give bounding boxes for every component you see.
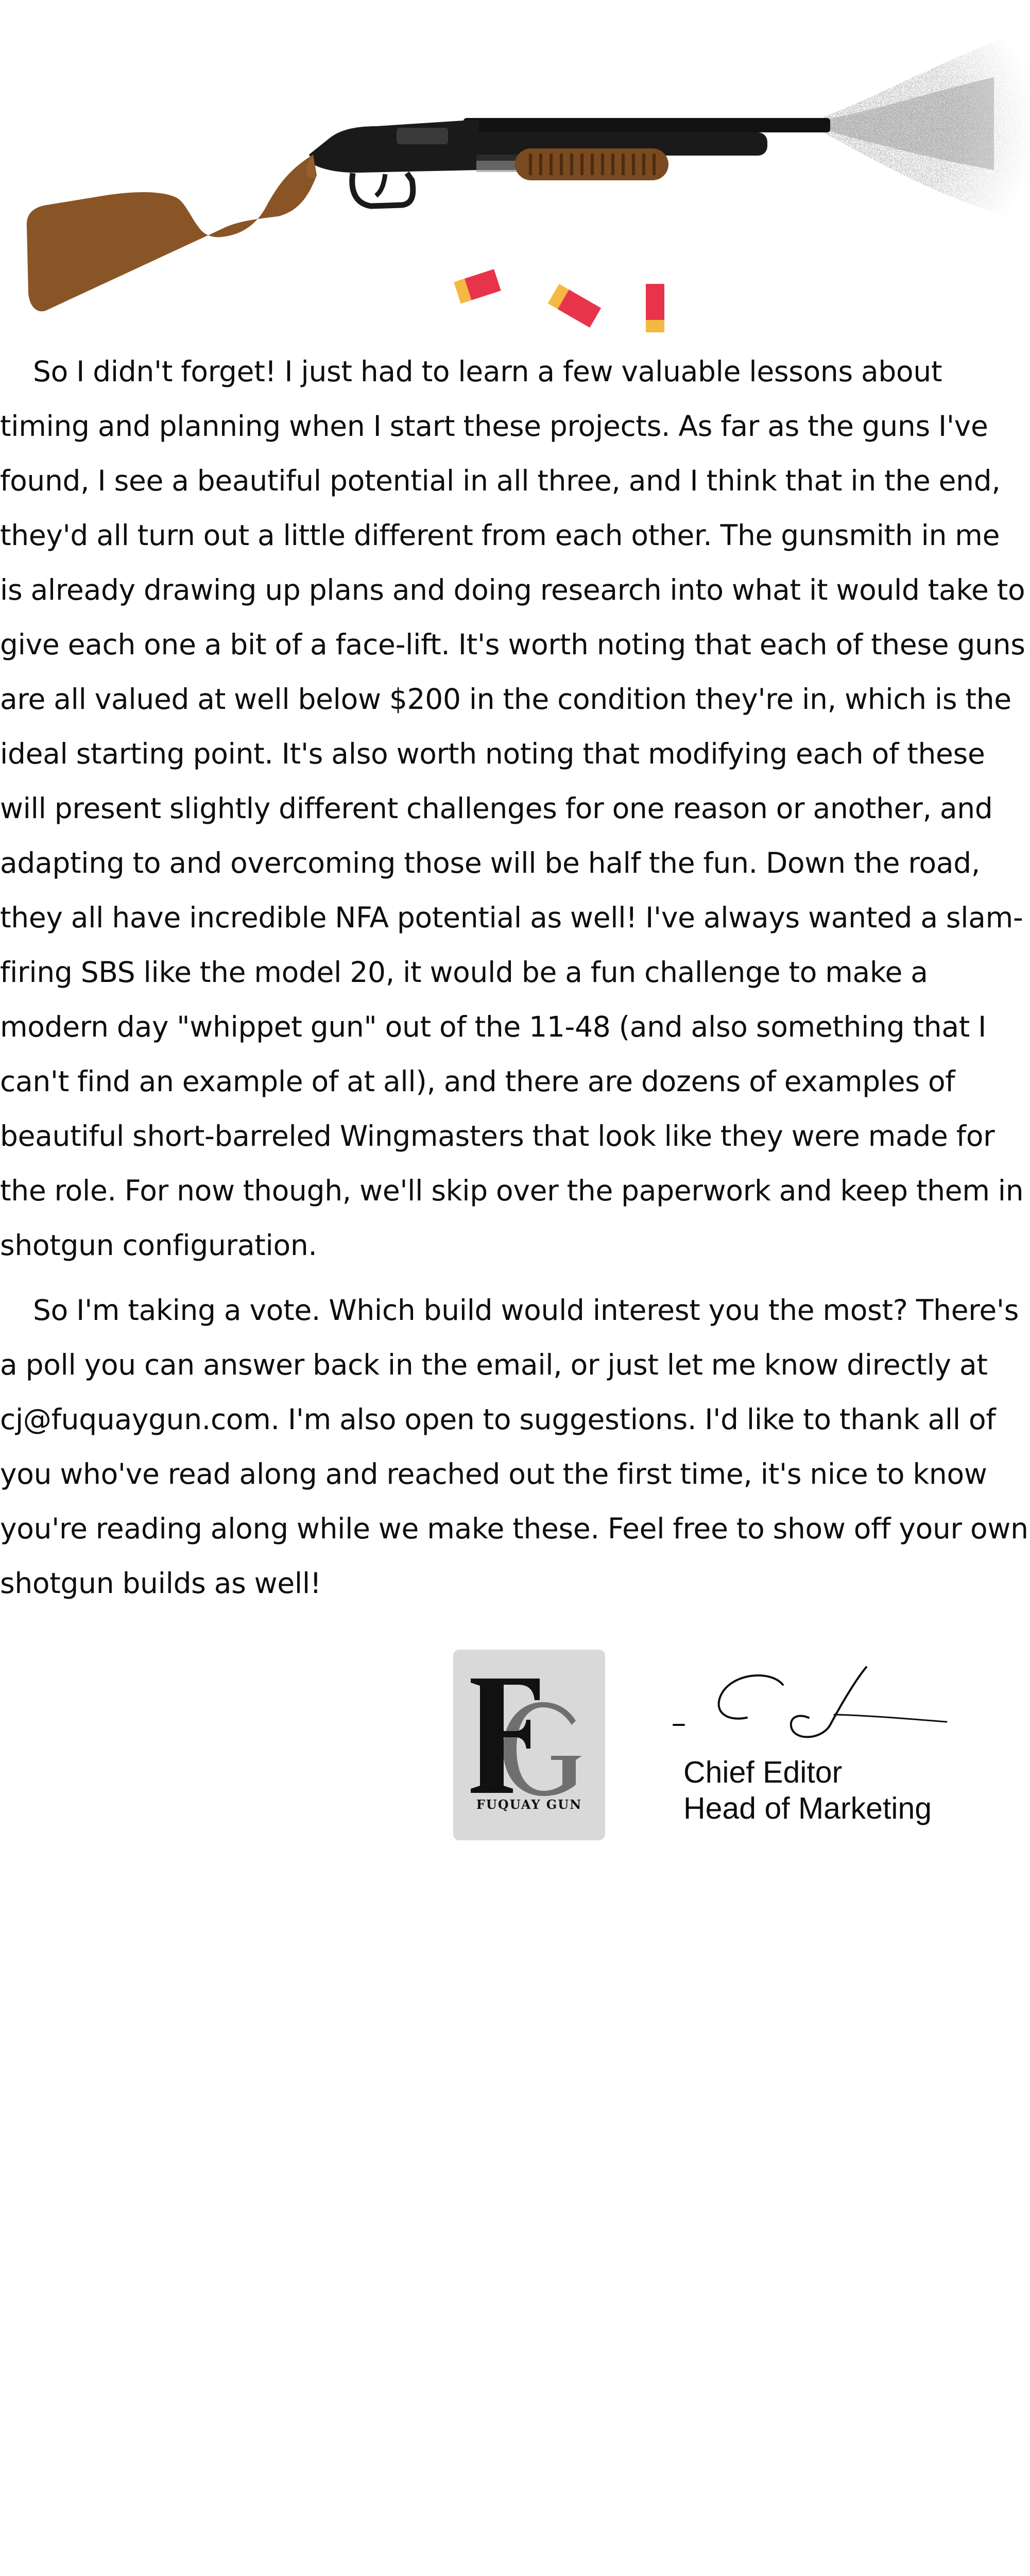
signature-title-chief-editor: Chief Editor bbox=[683, 1755, 843, 1789]
shotgun-barrel bbox=[464, 118, 830, 132]
fg-monogram bbox=[453, 1650, 605, 1804]
shotgun-shell-icon bbox=[646, 284, 664, 332]
muzzle-spray bbox=[824, 28, 1030, 222]
shotgun-shell-icon bbox=[548, 284, 601, 328]
article-paragraph: So I didn't forget! I just had to learn a few valuable lessons about timing and planning when I start these projects. As far as the guns I've found, I see a beautiful potential in all three, and I think that in the end, they'd all turn out a little different from each other. The gunsmith in me is already drawing up plans and doing research into what it would take to give each one a bit of a face-lift. It's worth noting that each of these guns are all valued at well below $200 in the condition they're in, which is the ideal starting point. It's also worth noting that modifying each of these will present slightly different challenges for one reason or another, and adapting to and overcoming those will be half the fun. Down the road, they all have incredible NFA potential as well! I've always wanted a slam-firing SBS like the model 20, it would be a fun challenge to make a modern day "whippet gun" out of the 11-48 (and also something that I can't find an example of at all), and there are dozens of examples of beautiful short-barreled Wingmasters that look like they were made for the role. For now though, we'll skip over the paperwork and keep them in shotgun configuration. bbox=[0, 355, 1025, 1262]
pump-shotgun-icon bbox=[27, 118, 830, 311]
shotgun-shell-icon bbox=[454, 269, 501, 303]
header-illustration bbox=[0, 0, 1030, 350]
shotgun-forend bbox=[515, 148, 668, 180]
handwritten-signature-icon bbox=[664, 1664, 953, 1741]
signature-title-head-of-marketing: Head of Marketing bbox=[683, 1791, 932, 1825]
logo-brand-name: FUQUAY GUN bbox=[476, 1797, 582, 1812]
article-body bbox=[0, 344, 1030, 1621]
shotgun-receiver bbox=[309, 120, 479, 173]
article-paragraph: So I'm taking a vote. Which build would interest you the most? There's a poll you can answer back in the email, or just let me know directly at cj@fuquaygun.com. I'm also open to suggestions. I'd like to thank all of you who've read along and reached out the first time, it's nice to know you're reading along while we make these. Feel free to show off your own shotgun builds as well! bbox=[0, 1294, 1028, 1600]
fuquay-gun-logo bbox=[453, 1650, 605, 1840]
shotgun-stock bbox=[27, 155, 317, 311]
